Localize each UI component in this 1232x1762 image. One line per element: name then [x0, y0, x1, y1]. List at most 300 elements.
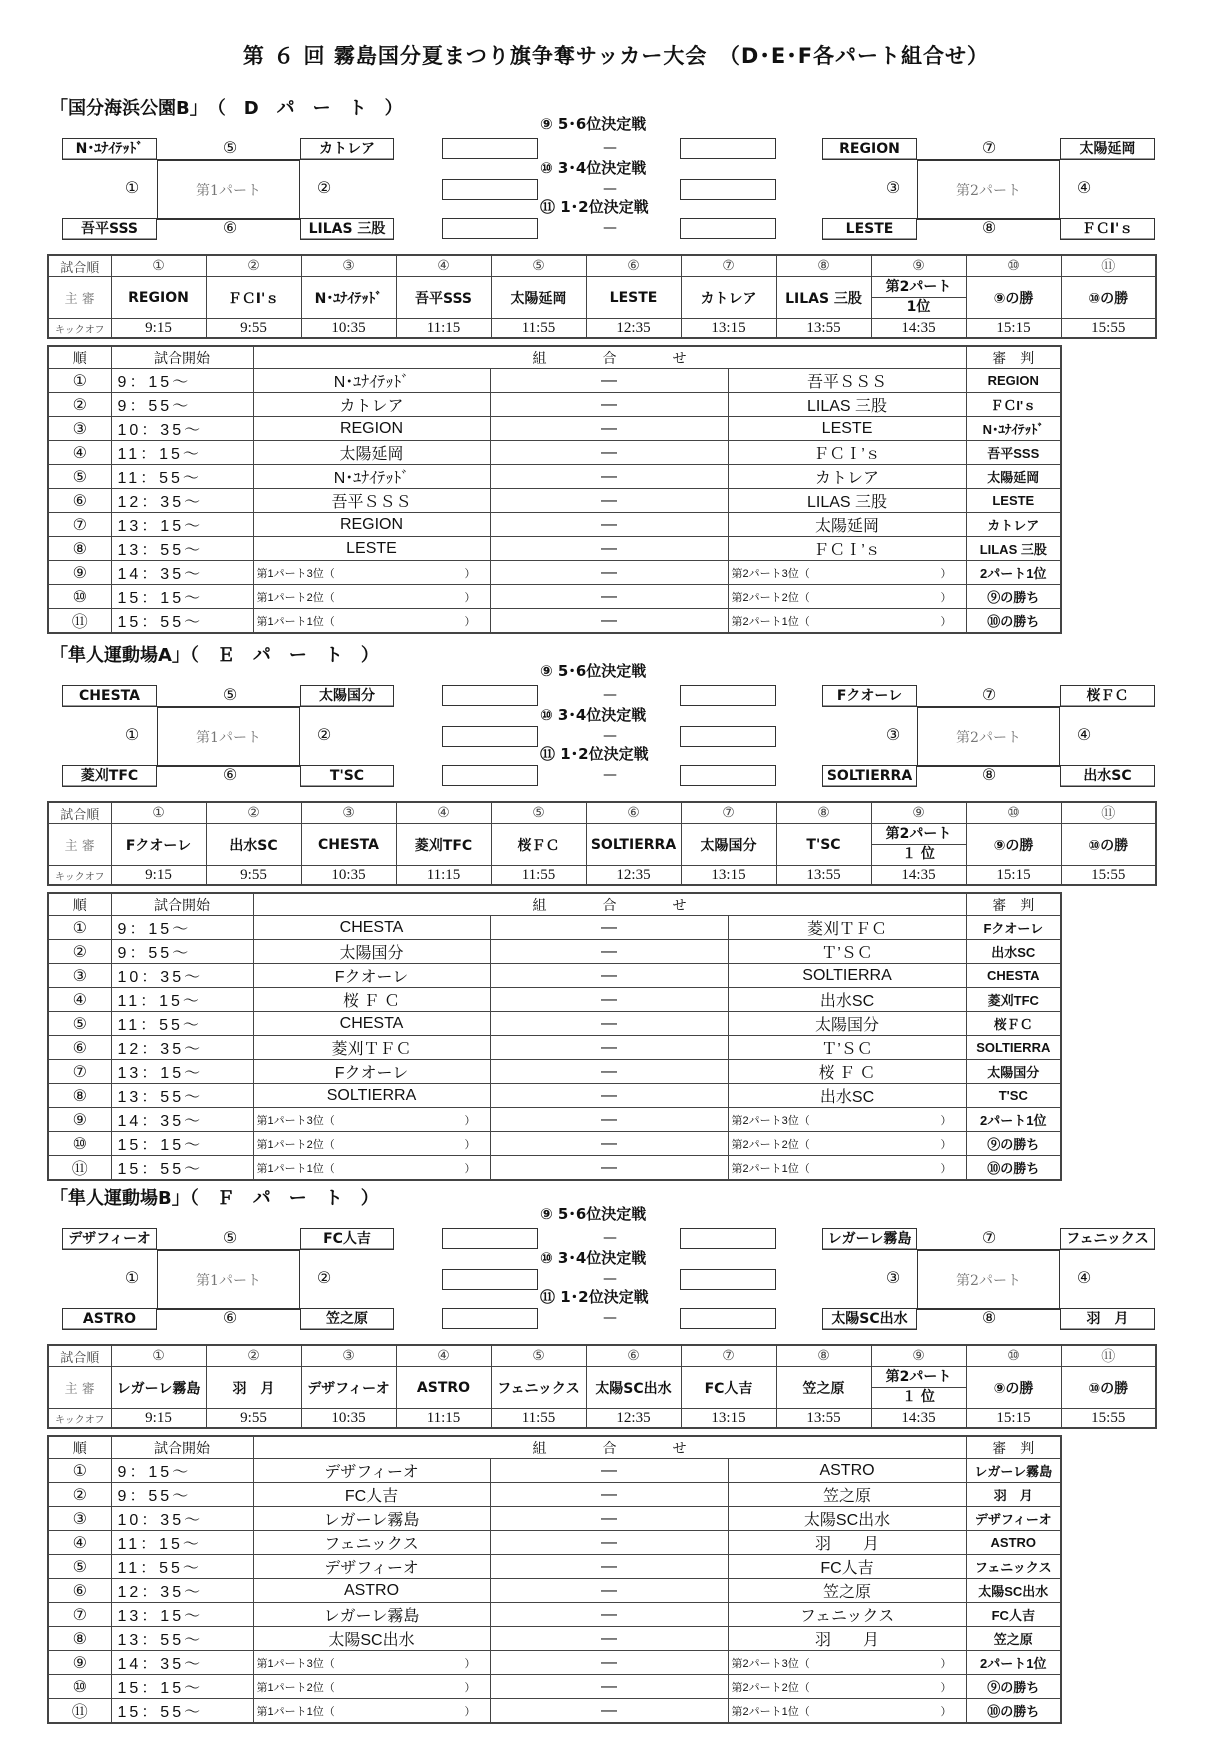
- match-time: 13：15～: [111, 1603, 253, 1627]
- referee-cell: 太陽SC出水: [586, 1367, 681, 1409]
- versus-dash: —: [490, 465, 728, 489]
- final-team-slot: [442, 1269, 538, 1290]
- kickoff-cell: 15:15: [966, 319, 1061, 339]
- home-team: レガーレ霧島: [253, 1603, 490, 1627]
- bracket-team-box: 笠之原: [300, 1308, 394, 1330]
- match-referee: N･ﾕﾅｲﾃｯﾄﾞ: [966, 417, 1061, 441]
- header-order: 順: [48, 893, 111, 916]
- match-time: 11：55～: [111, 1012, 253, 1036]
- bracket-team-box: 出水SC: [1060, 765, 1155, 787]
- kickoff-cell: 11:55: [491, 319, 586, 339]
- match-referee: 吾平SSS: [966, 441, 1061, 465]
- match-referee: 菱刈TFC: [966, 988, 1061, 1012]
- versus-dash: —: [490, 417, 728, 441]
- placeholder-label: 第2パート3位（: [731, 1657, 810, 1670]
- match-order: ⑧: [48, 537, 111, 561]
- header-matchup: 組 合 せ: [253, 1436, 966, 1459]
- kickoff-cell: 11:15: [396, 319, 491, 339]
- referee-cell: CHESTA: [301, 824, 396, 866]
- match-order: ⑧: [48, 1084, 111, 1108]
- final-label: ⑩ 3･4位決定戦: [540, 706, 647, 724]
- match-order: ④: [48, 441, 111, 465]
- match-row: [48, 1507, 1061, 1531]
- match-time: 11：15～: [111, 1531, 253, 1555]
- versus-dash: —: [490, 489, 728, 513]
- placeholder-close: ）: [940, 1705, 952, 1718]
- match-row: [48, 916, 1061, 940]
- match-row: [48, 1483, 1061, 1507]
- referee-line: 第2パート: [885, 1369, 952, 1385]
- match-row: [48, 964, 1061, 988]
- placeholder-label: 第2パート1位（: [731, 1705, 810, 1718]
- order-cell: ③: [301, 802, 396, 824]
- placeholder-close: ）: [464, 615, 476, 628]
- match-header-row: [48, 1436, 1061, 1459]
- match-referee: LILAS 三股: [966, 537, 1061, 561]
- referee-line: １ 位: [872, 1387, 966, 1407]
- header-order: 順: [48, 346, 111, 369]
- kickoff-cell: 10:35: [301, 1409, 396, 1429]
- away-team: LILAS 三股: [728, 489, 966, 513]
- match-number: ④: [1076, 725, 1092, 744]
- order-cell: ①: [111, 255, 206, 277]
- header-referee: 審 判: [966, 1436, 1061, 1459]
- kickoff-cell: 14:35: [871, 866, 966, 886]
- final-label: ⑪ 1･2位決定戦: [540, 198, 649, 216]
- bracket-team-box: N･ﾕﾅｲﾃｯﾄﾞ: [62, 138, 157, 160]
- kickoff-cell: 12:35: [586, 319, 681, 339]
- match-time: 10：35～: [111, 417, 253, 441]
- versus-dash: —: [490, 988, 728, 1012]
- match-order: ⑪: [48, 1156, 111, 1181]
- match-row: [48, 1459, 1061, 1483]
- away-team: 太陽SC出水: [728, 1507, 966, 1531]
- summary-row-label: キックオフ: [48, 1409, 111, 1429]
- kickoff-cell: 9:55: [206, 1409, 301, 1429]
- home-team: カトレア: [253, 393, 490, 417]
- final-label: ⑪ 1･2位決定戦: [540, 1288, 649, 1306]
- summary-row: [48, 1345, 1156, 1367]
- order-cell: ⑨: [871, 1345, 966, 1367]
- page-title: 第 ６ 回 霧島国分夏まつり旗争奪サッカー大会 （D･E･F各パート組合せ）: [242, 44, 990, 68]
- match-order: ⑪: [48, 1699, 111, 1724]
- schedule-summary-table: [47, 1344, 1157, 1429]
- match-time: 15：15～: [111, 1132, 253, 1156]
- away-team: 太陽国分: [728, 1012, 966, 1036]
- bracket-team-box: CHESTA: [62, 685, 157, 707]
- summary-row: [48, 319, 1156, 339]
- bracket-team-box: SOLTIERRA: [822, 765, 917, 787]
- order-cell: ⑦: [681, 1345, 776, 1367]
- order-cell: ④: [396, 802, 491, 824]
- placeholder-label: 第1パート1位（: [256, 615, 335, 628]
- placeholder-close: ）: [464, 1657, 476, 1670]
- kickoff-cell: 9:15: [111, 1409, 206, 1429]
- match-order: ⑪: [48, 609, 111, 634]
- summary-row: [48, 1367, 1156, 1409]
- match-order: ⑥: [48, 1579, 111, 1603]
- match-schedule-table: [47, 1435, 1062, 1724]
- placeholder-label: 第2パート1位（: [731, 615, 810, 628]
- match-order: ⑨: [48, 1651, 111, 1675]
- away-placeholder: [728, 561, 966, 585]
- order-cell: ⑥: [586, 1345, 681, 1367]
- part-group-box: 第1パート: [157, 159, 300, 220]
- placeholder-close: ）: [940, 1162, 952, 1175]
- match-order: ⑤: [48, 465, 111, 489]
- match-order: ①: [48, 369, 111, 393]
- bracket-team-box: 吾平SSS: [62, 218, 157, 240]
- order-cell: ⑧: [776, 1345, 871, 1367]
- final-team-slot: [442, 726, 538, 747]
- order-cell: ⑩: [966, 1345, 1061, 1367]
- placeholder-label: 第1パート1位（: [256, 1705, 335, 1718]
- header-start-time: 試合開始: [111, 1436, 253, 1459]
- match-referee: 2パート1位: [966, 1108, 1061, 1132]
- match-referee: ⑨の勝ち: [966, 585, 1061, 609]
- match-order: ③: [48, 964, 111, 988]
- match-header-row: [48, 346, 1061, 369]
- match-referee: REGION: [966, 369, 1061, 393]
- versus-dash: —: [490, 1012, 728, 1036]
- part-header: 「隼人運動場B」（ Ｆ パ ー ト ）: [50, 1188, 379, 1209]
- match-schedule-table: [47, 345, 1062, 634]
- kickoff-cell: 14:35: [871, 1409, 966, 1429]
- placeholder-close: ）: [464, 1162, 476, 1175]
- match-number: ⑧: [981, 765, 997, 784]
- versus-dash: —: [490, 1603, 728, 1627]
- versus-dash: —: [490, 513, 728, 537]
- part-section: [0, 637, 1232, 1182]
- part-group-box: 第2パート: [917, 1249, 1060, 1310]
- summary-row-label: キックオフ: [48, 319, 111, 339]
- bracket-team-box: デザフィーオ: [62, 1228, 157, 1250]
- referee-cell: 吾平SSS: [396, 277, 491, 319]
- schedule-summary-table: [47, 801, 1157, 886]
- final-team-slot: [680, 765, 776, 786]
- placeholder-close: ）: [940, 567, 952, 580]
- final-team-slot: [442, 138, 538, 159]
- match-schedule-table: [47, 892, 1062, 1181]
- summary-row-label: 主 審: [48, 277, 111, 319]
- match-row: [48, 1579, 1061, 1603]
- match-order: ②: [48, 393, 111, 417]
- order-cell: ④: [396, 1345, 491, 1367]
- match-referee: フェニックス: [966, 1555, 1061, 1579]
- match-order: ⑥: [48, 489, 111, 513]
- away-team: 桜 Ｆ Ｃ: [728, 1060, 966, 1084]
- kickoff-cell: 11:55: [491, 866, 586, 886]
- away-team: LILAS 三股: [728, 393, 966, 417]
- home-team: レガーレ霧島: [253, 1507, 490, 1531]
- versus-dash: —: [490, 585, 728, 609]
- bracket-team-box: 太陽SC出水: [822, 1308, 917, 1330]
- away-team: ASTRO: [728, 1459, 966, 1483]
- referee-cell: SOLTIERRA: [586, 824, 681, 866]
- match-time: 14：35～: [111, 1108, 253, 1132]
- order-cell: ⑤: [491, 255, 586, 277]
- match-row: [48, 1060, 1061, 1084]
- match-number: ⑥: [222, 1308, 238, 1327]
- away-team: 羽 月: [728, 1627, 966, 1651]
- placeholder-close: ）: [940, 1681, 952, 1694]
- bracket-team-box: レガーレ霧島: [822, 1228, 917, 1250]
- kickoff-cell: 13:15: [681, 866, 776, 886]
- final-dash: —: [603, 1271, 617, 1287]
- away-placeholder: [728, 609, 966, 634]
- final-team-slot: [680, 1228, 776, 1249]
- header-referee: 審 判: [966, 893, 1061, 916]
- home-placeholder: [253, 1699, 490, 1724]
- away-team: 羽 月: [728, 1531, 966, 1555]
- home-team: 菱刈ＴＦＣ: [253, 1036, 490, 1060]
- match-time: 15：55～: [111, 609, 253, 634]
- match-order: ⑨: [48, 561, 111, 585]
- versus-dash: —: [490, 369, 728, 393]
- away-team: 吾平ＳＳＳ: [728, 369, 966, 393]
- match-referee: レガーレ霧島: [966, 1459, 1061, 1483]
- home-placeholder: [253, 1156, 490, 1181]
- summary-row-label: キックオフ: [48, 866, 111, 886]
- match-number: ③: [885, 1268, 901, 1287]
- match-time: 14：35～: [111, 1651, 253, 1675]
- match-row: [48, 1012, 1061, 1036]
- match-time: 9：55～: [111, 940, 253, 964]
- bracket-team-box: LESTE: [822, 218, 917, 240]
- referee-line: 第2パート: [885, 279, 952, 295]
- match-number: ②: [316, 178, 332, 197]
- match-time: 15：55～: [111, 1156, 253, 1181]
- match-referee: Fクオーレ: [966, 916, 1061, 940]
- summary-row-label: 主 審: [48, 1367, 111, 1409]
- match-order: ③: [48, 1507, 111, 1531]
- match-row: [48, 1531, 1061, 1555]
- match-number: ③: [885, 725, 901, 744]
- home-placeholder: [253, 561, 490, 585]
- versus-dash: —: [490, 1156, 728, 1181]
- match-number: ③: [885, 178, 901, 197]
- match-referee: 2パート1位: [966, 1651, 1061, 1675]
- order-cell: ⑪: [1061, 255, 1156, 277]
- versus-dash: —: [490, 1699, 728, 1724]
- final-dash: —: [603, 220, 617, 236]
- versus-dash: —: [490, 537, 728, 561]
- match-row: [48, 561, 1061, 585]
- referee-cell: ⑩の勝: [1061, 277, 1156, 319]
- summary-row-label: 試合順: [48, 1345, 111, 1367]
- referee-cell: 菱刈TFC: [396, 824, 491, 866]
- kickoff-cell: 13:55: [776, 1409, 871, 1429]
- part-group-box: 第2パート: [917, 706, 1060, 767]
- away-placeholder: [728, 1651, 966, 1675]
- kickoff-cell: 15:15: [966, 866, 1061, 886]
- kickoff-cell: 9:15: [111, 866, 206, 886]
- match-row: [48, 609, 1061, 634]
- kickoff-cell: 13:55: [776, 319, 871, 339]
- match-order: ④: [48, 1531, 111, 1555]
- referee-cell: ＦＣI'ｓ: [206, 277, 301, 319]
- kickoff-cell: 11:15: [396, 1409, 491, 1429]
- match-time: 10：35～: [111, 1507, 253, 1531]
- order-cell: ⑨: [871, 255, 966, 277]
- home-team: 太陽国分: [253, 940, 490, 964]
- placeholder-close: ）: [464, 1114, 476, 1127]
- placeholder-close: ）: [940, 591, 952, 604]
- order-cell: ⑤: [491, 802, 586, 824]
- order-cell: ⑩: [966, 802, 1061, 824]
- versus-dash: —: [490, 1483, 728, 1507]
- header-matchup: 組 合 せ: [253, 893, 966, 916]
- match-referee: カトレア: [966, 513, 1061, 537]
- referee-cell: 太陽延岡: [491, 277, 586, 319]
- placeholder-close: ）: [464, 1138, 476, 1151]
- match-header-row: [48, 893, 1061, 916]
- match-row: [48, 1603, 1061, 1627]
- match-order: ⑧: [48, 1627, 111, 1651]
- bracket-team-box: 太陽国分: [300, 685, 394, 707]
- match-referee: 笠之原: [966, 1627, 1061, 1651]
- match-order: ①: [48, 1459, 111, 1483]
- kickoff-cell: 15:55: [1061, 319, 1156, 339]
- part-group-box: 第2パート: [917, 159, 1060, 220]
- placeholder-close: ）: [940, 1114, 952, 1127]
- home-team: 太陽延岡: [253, 441, 490, 465]
- match-time: 12：35～: [111, 1036, 253, 1060]
- match-order: ⑦: [48, 1060, 111, 1084]
- placeholder-close: ）: [464, 591, 476, 604]
- order-cell: ③: [301, 255, 396, 277]
- bracket-team-box: 太陽延岡: [1060, 138, 1155, 160]
- home-placeholder: [253, 1675, 490, 1699]
- home-team: SOLTIERRA: [253, 1084, 490, 1108]
- final-team-slot: [680, 685, 776, 706]
- versus-dash: —: [490, 1459, 728, 1483]
- versus-dash: —: [490, 1132, 728, 1156]
- match-number: ⑥: [222, 218, 238, 237]
- match-order: ④: [48, 988, 111, 1012]
- match-number: ⑤: [222, 685, 238, 704]
- match-time: 11：15～: [111, 988, 253, 1012]
- match-row: [48, 441, 1061, 465]
- match-number: ②: [316, 725, 332, 744]
- placeholder-label: 第2パート3位（: [731, 567, 810, 580]
- match-referee: 太陽延岡: [966, 465, 1061, 489]
- match-number: ④: [1076, 178, 1092, 197]
- home-team: 桜 Ｆ Ｃ: [253, 988, 490, 1012]
- order-cell: ③: [301, 1345, 396, 1367]
- versus-dash: —: [490, 441, 728, 465]
- final-label: ⑨ 5･6位決定戦: [540, 1205, 647, 1223]
- home-team: 太陽SC出水: [253, 1627, 490, 1651]
- header-referee: 審 判: [966, 346, 1061, 369]
- referee-cell: ⑨の勝: [966, 277, 1061, 319]
- home-team: デザフィーオ: [253, 1555, 490, 1579]
- final-label: ⑪ 1･2位決定戦: [540, 745, 649, 763]
- away-team: カトレア: [728, 465, 966, 489]
- referee-cell: 出水SC: [206, 824, 301, 866]
- match-row: [48, 940, 1061, 964]
- kickoff-cell: 14:35: [871, 319, 966, 339]
- match-time: 9：15～: [111, 1459, 253, 1483]
- bracket-team-box: REGION: [822, 138, 917, 160]
- match-row: [48, 369, 1061, 393]
- home-team: Fクオーレ: [253, 1060, 490, 1084]
- referee-cell: ⑨の勝: [966, 1367, 1061, 1409]
- placeholder-label: 第1パート2位（: [256, 1138, 335, 1151]
- bracket-team-box: Fクオーレ: [822, 685, 917, 707]
- match-row: [48, 1627, 1061, 1651]
- placeholder-label: 第2パート1位（: [731, 1162, 810, 1175]
- order-cell: ⑧: [776, 255, 871, 277]
- final-team-slot: [442, 685, 538, 706]
- kickoff-cell: 15:55: [1061, 866, 1156, 886]
- home-team: LESTE: [253, 537, 490, 561]
- away-team: 笠之原: [728, 1483, 966, 1507]
- match-referee: 2パート1位: [966, 561, 1061, 585]
- order-cell: ⑥: [586, 255, 681, 277]
- order-cell: ⑤: [491, 1345, 586, 1367]
- away-team: 太陽延岡: [728, 513, 966, 537]
- kickoff-cell: 10:35: [301, 866, 396, 886]
- summary-row: [48, 866, 1156, 886]
- referee-cell: REGION: [111, 277, 206, 319]
- kickoff-cell: 10:35: [301, 319, 396, 339]
- away-team: Ｔ’ＳＣ: [728, 1036, 966, 1060]
- summary-row: [48, 1409, 1156, 1429]
- final-team-slot: [442, 765, 538, 786]
- referee-cell: レガーレ霧島: [111, 1367, 206, 1409]
- match-order: ⑤: [48, 1555, 111, 1579]
- kickoff-cell: 15:15: [966, 1409, 1061, 1429]
- match-time: 11：15～: [111, 441, 253, 465]
- match-number: ⑥: [222, 765, 238, 784]
- final-dash: —: [603, 1310, 617, 1326]
- header-order: 順: [48, 1436, 111, 1459]
- referee-cell: T'SC: [776, 824, 871, 866]
- match-row: [48, 1675, 1061, 1699]
- placeholder-close: ）: [940, 1657, 952, 1670]
- bracket-team-box: ＦＣI'ｓ: [1060, 218, 1155, 240]
- match-order: ⑩: [48, 1132, 111, 1156]
- away-placeholder: [728, 1132, 966, 1156]
- order-cell: ④: [396, 255, 491, 277]
- match-time: 11：55～: [111, 465, 253, 489]
- home-placeholder: [253, 1132, 490, 1156]
- away-team: 笠之原: [728, 1579, 966, 1603]
- match-number: ⑤: [222, 138, 238, 157]
- summary-row: [48, 802, 1156, 824]
- summary-row: [48, 277, 1156, 319]
- home-placeholder: [253, 609, 490, 634]
- home-team: フェニックス: [253, 1531, 490, 1555]
- schedule-summary-table: [47, 254, 1157, 339]
- away-placeholder: [728, 1675, 966, 1699]
- match-number: ⑦: [981, 138, 997, 157]
- home-team: デザフィーオ: [253, 1459, 490, 1483]
- home-team: CHESTA: [253, 1012, 490, 1036]
- home-placeholder: [253, 585, 490, 609]
- header-matchup: 組 合 せ: [253, 346, 966, 369]
- match-number: ⑦: [981, 685, 997, 704]
- part-header: 「国分海浜公園B」 （ D パ ー ト ）: [50, 98, 403, 119]
- order-cell: ⑧: [776, 802, 871, 824]
- match-number: ⑧: [981, 1308, 997, 1327]
- kickoff-cell: 15:55: [1061, 1409, 1156, 1429]
- match-order: ①: [48, 916, 111, 940]
- order-cell: ⑪: [1061, 1345, 1156, 1367]
- match-time: 14：35～: [111, 561, 253, 585]
- placeholder-label: 第1パート3位（: [256, 1114, 335, 1127]
